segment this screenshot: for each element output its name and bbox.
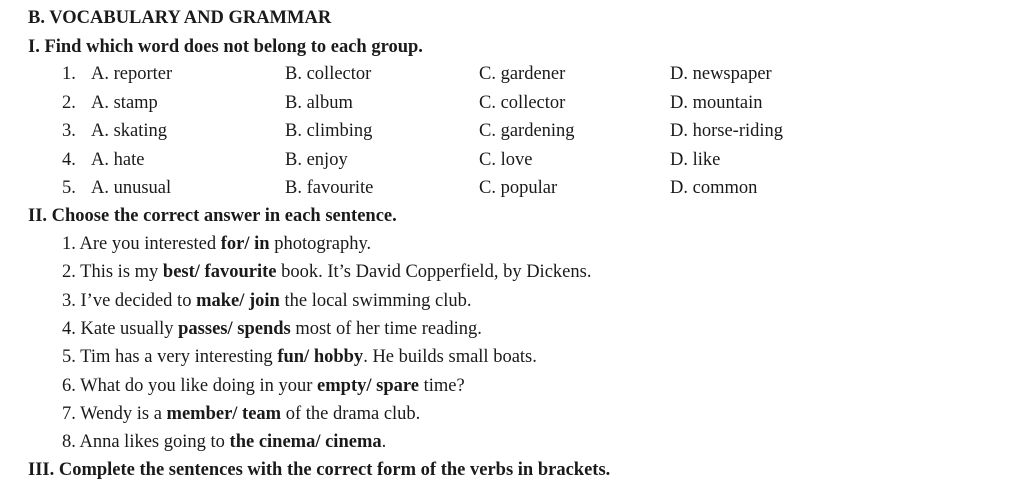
sentence-item [62,233,371,255]
sentence-prefix: 6. What do you like doing in your [62,375,318,396]
question-row [0,178,1024,200]
sentence-item [62,375,465,397]
sentence-suffix: . He builds small boats. [363,347,537,368]
option-c: C. popular [479,178,558,198]
answer-choice: passes/ spends [178,318,291,339]
option-a: A. skating [91,121,168,141]
question-number: 5. [62,178,76,198]
sentence-suffix: . [381,432,387,453]
sentence-prefix: 3. I’ve decided to [62,290,197,311]
option-d: D. horse-riding [670,121,784,141]
option-d: D. like [670,149,721,170]
option-c: C. gardening [479,121,575,141]
question-number: 3. [62,121,76,141]
option-a: A. unusual [91,178,172,198]
sentence-item [62,290,472,312]
question-row [0,150,1024,172]
part3-title: III. Complete the sentences with the correct form of the verbs in brackets. [28,460,611,480]
sentence-suffix: book. It’s David Copperfield, by Dickens. [276,262,592,283]
part1-title: I. Find which word does not belong to each group. [28,37,423,57]
sentence-prefix: 4. Kate usually [62,318,179,339]
option-c: C. love [479,149,533,170]
answer-choice: the cinema/ cinema [229,432,382,453]
option-d: D. newspaper [670,64,772,84]
sentence-prefix: 2. This is my [62,262,163,283]
option-d: D. common [670,178,758,198]
option-c: C. collector [479,92,566,113]
question-number: 1. [62,64,76,84]
sentence-item [62,431,386,453]
sentence-suffix: the local swimming club. [279,290,472,311]
sentence-prefix: 5. Tim has a very interesting [62,347,278,368]
option-b: B. collector [285,64,372,84]
sentence-prefix: 1. Are you interested [62,234,221,254]
answer-choice: empty/ spare [317,375,419,396]
sentence-prefix: 8. Anna likes going to [62,432,230,453]
sentence-item [62,261,591,283]
question-number: 2. [62,92,76,113]
sentence-suffix: most of her time reading. [290,318,482,339]
sentence-suffix: photography. [269,234,372,254]
answer-choice: make/ join [196,290,280,311]
question-row [0,64,1024,86]
option-b: B. album [285,92,353,113]
option-a: A. hate [91,149,145,170]
question-row [0,121,1024,143]
option-a: A. reporter [91,64,173,84]
part2-title: II. Choose the correct answer in each sentence. [28,206,397,226]
question-row [0,93,1024,115]
sentence-suffix: of the drama club. [281,403,421,424]
answer-choice: for/ in [220,234,270,254]
section-title: B. VOCABULARY AND GRAMMAR [28,8,332,28]
sentence-prefix: 7. Wendy is a [62,403,167,424]
option-b: B. enjoy [285,149,348,170]
option-d: D. mountain [670,92,763,113]
option-c: C. gardener [479,64,566,84]
option-b: B. climbing [285,121,373,141]
sentence-item [62,403,420,425]
option-b: B. favourite [285,178,374,198]
answer-choice: best/ favourite [162,262,277,283]
sentence-suffix: time? [418,375,465,396]
answer-choice: member/ team [166,403,282,424]
sentence-item [62,346,537,368]
sentence-item [62,318,482,340]
answer-choice: fun/ hobby [277,347,364,368]
question-number: 4. [62,149,76,170]
option-a: A. stamp [91,92,158,113]
